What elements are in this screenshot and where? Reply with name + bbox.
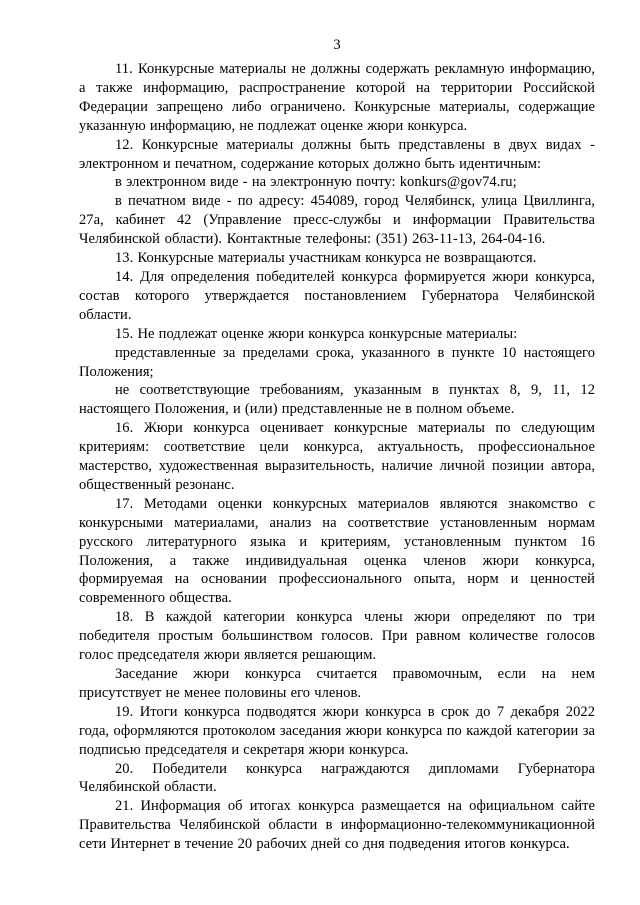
paragraph-14: 14. Для определения победителей конкурса формируется жюри конкурса, состав которого утверждается постановлением Губернатора Челябинской области. <box>79 268 595 323</box>
paragraph-18-quorum: Заседание жюри конкурса считается правомочным, если на нем присутствует не менее половины его членов. <box>79 666 595 701</box>
paragraph-20: 20. Победители конкурса награждаются дипломами Губернатора Челябинской области. <box>79 760 595 796</box>
paragraph-18: 18. В каждой категории конкурса члены жюри определяют по три победителя простым большинством голосов. При равном количестве голосов голос председателя жюри является решающим. <box>79 609 595 664</box>
paragraph-12-print: в печатном виде - по адресу: 454089, город Челябинск, улица Цвиллинга, 27а, кабинет 42 (Управление пресс-службы и информации Правительства Челябинской области). Контактные телефоны: (351) 263-11-13, 264-04-16. <box>79 193 595 248</box>
paragraph-17: 17. Методами оценки конкурсных материалов являются знакомство с конкурсными материалами, анализ на соответствие установленным нормам русского литературного языка и критериям, установленным пунктом 16 Положения, а также индивидуальная оценка членов жюри конкурса, формируемая на основании профессионального опыта, норм и ценностей современного общества. <box>79 495 595 607</box>
paragraph-16: 16. Жюри конкурса оценивает конкурсные материалы по следующим критериям: соответствие цели конкурса, актуальность, профессиональное мастерство, художественная выразительность, наличие личной позиции автора, общественный резонанс. <box>79 420 595 493</box>
paragraph-11: 11. Конкурсные материалы не должны содержать рекламную информацию, а также информацию, распространение которой на территории Российской Федерации запрещено либо ограничено. Конкурсные материалы, содержащие указанную информацию, не подлежат оценке жюри конкурса. <box>79 61 595 134</box>
page-number: 3 <box>333 37 341 53</box>
paragraph-15-item-2: не соответствующие требованиям, указанным в пунктах 8, 9, 11, 12 настоящего Положения, и (или) представленные не в полном объеме. <box>79 382 595 418</box>
paragraph-19: 19. Итоги конкурса подводятся жюри конкурса в срок до 7 декабря 2022 года, оформляются протоколом заседания жюри конкурса по каждой категории за подписью председателя и секретаря жюри конкурса. <box>79 703 595 758</box>
paragraph-13: 13. Конкурсные материалы участникам конкурса не возвращаются. <box>115 250 537 267</box>
paragraph-15: 15. Не подлежат оценке жюри конкурса конкурсные материалы: <box>115 325 518 342</box>
paragraph-21: 21. Информация об итогах конкурса размещается на официальном сайте Правительства Челябинской области в информационно-телекоммуникационной сети Интернет в течение 20 рабочих дней со дня подведения итогов конкурса. <box>79 798 595 853</box>
paragraph-12: 12. Конкурсные материалы должны быть представлены в двух видах - электронном и печатном, содержание которых должно быть идентичным: <box>79 136 595 172</box>
paragraph-12-electronic: в электронном виде - на электронную почту: konkurs@gov74.ru; <box>115 174 517 191</box>
paragraph-15-item-1: представленные за пределами срока, указанного в пункте 10 настоящего Положения; <box>79 344 595 380</box>
